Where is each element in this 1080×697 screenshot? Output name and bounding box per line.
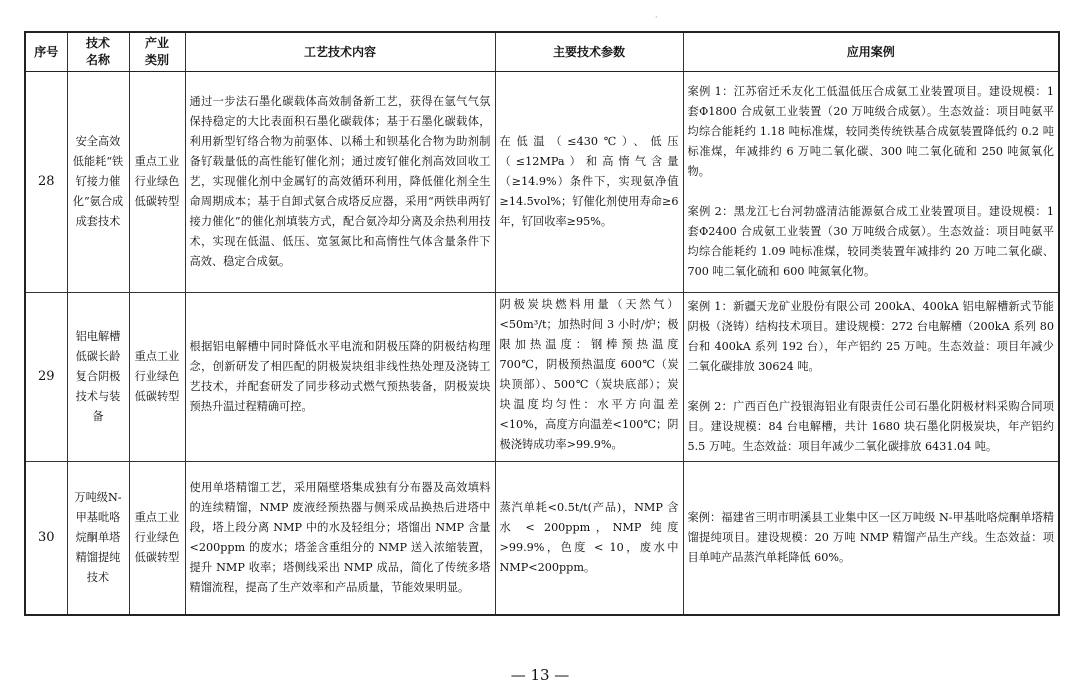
- page-number: — 13 —: [510, 666, 570, 684]
- case-item: 案例 2：广西百色广投银海铝业有限责任公司石墨化阴极材料采购合同项目。建设规模：84 台电解槽，共计 1680 块石墨化阴极炭块，年产铝约 5.5 万吨。生态效益：项目年减少二氧化碳排放 6431.04 吨。: [687, 400, 1054, 453]
- case-item: 案例：福建省三明市明溪县工业集中区一区万吨级 N-甲基吡咯烷酮单塔精馏提纯项目。建设规模：20 万吨 NMP 精馏产品生产线。生态效益：项目单吨产品蒸汽单耗降低 60%。: [687, 511, 1054, 564]
- header-params: 主要技术参数: [495, 32, 683, 72]
- table-header-row: [25, 32, 1059, 72]
- header-cases: 应用案例: [683, 32, 1059, 72]
- table-row: [25, 293, 1059, 462]
- row-process: 根据铝电解槽中同时降低水平电流和阴极压降的阴极结构理念，创新研发了相匹配的阴极炭块组非线性热处理及浇铸工艺技术，并配套研发了同步移动式燃气预热装备，阴极炭块预热升温过程精确可控。: [185, 293, 495, 462]
- row-tech-name: 铝电解槽低碳长龄复合阴极技术与装备: [67, 293, 129, 462]
- header-category: [129, 32, 185, 72]
- row-no: 29: [25, 293, 67, 462]
- case-item: 案例 1：新疆天龙矿业股份有限公司 200kA、400kA 铝电解槽新式节能阴极（浇铸）结构技术项目。建设规模：272 台电解槽（200kA 系列 80 台和 400kA 系列 192 台），年产铝约 25 万吨。生态效益：项目年减少二氧化碳排放 30624 吨。: [687, 300, 1054, 373]
- row-no: 28: [25, 72, 67, 293]
- row-params: 阴极炭块燃料用量（天然气）<50m³/t；加热时间 3 小时/炉；极限加热温度：钢棒预热温度700℃，阴极预热温度 600℃（炭块顶部）、500℃（炭块底部）；炭块温度均匀性：水平方向温差<10%，高度方向温差<100℃；阴极浇铸成功率>99.9%。: [495, 293, 683, 462]
- header-process: 工艺技术内容: [185, 32, 495, 72]
- row-cases: [683, 293, 1059, 462]
- row-category: 重点工业行业绿色低碳转型: [129, 293, 185, 462]
- row-tech-name: 万吨级N-甲基吡咯烷酮单塔精馏提纯技术: [67, 462, 129, 616]
- case-item: 案例 1：江苏宿迁禾友化工低温低压合成氨工业装置项目。建设规模：1 套Φ1800 合成氨工业装置（20 万吨级合成氨）。生态效益：项目吨氨平均综合能耗约 1.18 吨标准煤，较同类传统铁基合成氨装置降低约 0.2 吨标准煤，年减排约 6 万吨二氧化碳、300 吨二氧化硫和 250 吨氮氧化物。: [687, 85, 1054, 178]
- row-process: 通过一步法石墨化碳载体高效制备新工艺，获得在氩气气氛保持稳定的大比表面积石墨化碳载体；基于石墨化碳载体，利用新型钌络合物为前驱体、以稀土和钡基化合物为助剂制备钌载量低的高性能钌催化剂；通过废钌催化剂高效回收工艺，实现催化剂中金属钌的高效循环利用，降低催化剂全生命周期成本；基于自卸式氨合成塔反应器，采用“两铁串两钌接力催化”的催化剂填装方式，配合氨冷却分离及余热利用技术，实现在低温、低压、宽氢氮比和高惰性气体含量条件下高效、稳定合成氨。: [185, 72, 495, 293]
- row-tech-name: 安全高效低能耗“铁钌接力催化”氨合成成套技术: [67, 72, 129, 293]
- row-cases: [683, 72, 1059, 293]
- header-no: 序号: [25, 32, 67, 72]
- case-item: 案例 2：黑龙江七台河勃盛清洁能源氨合成工业装置项目。建设规模：1 套Φ2400 合成氨工业装置（30 万吨级合成氨）。生态效益：项目吨氨平均综合能耗约 1.09 吨标准煤，较同类装置年减排约 20 万吨二氧化碳、700 吨二氧化硫和 600 吨氮氧化物。: [687, 205, 1054, 278]
- row-no: 30: [25, 462, 67, 616]
- technology-table: [24, 31, 1060, 616]
- header-category-text: 产业 类别: [144, 36, 169, 67]
- row-params: 在低温（≤430℃）、低压（≤12MPa）和高惰气含量（≥14.9%）条件下，实现氨净值≥14.5vol%；钌催化剂使用寿命≥6年，钌回收率≥95%。: [495, 72, 683, 293]
- scan-speck: ·: [655, 13, 658, 22]
- row-cases: [683, 462, 1059, 616]
- header-name: [67, 32, 129, 72]
- row-category: 重点工业行业绿色低碳转型: [129, 72, 185, 293]
- table-row: [25, 72, 1059, 293]
- row-params: 蒸汽单耗<0.5t/t(产品)，NMP 含水 < 200ppm，NMP 纯度>99.9%，色度 < 10，废水中 NMP<200ppm。: [495, 462, 683, 616]
- table-row: [25, 462, 1059, 616]
- header-name-text: 技术 名称: [85, 36, 110, 67]
- technology-table-wrapper: [24, 31, 1058, 616]
- row-process: 使用单塔精馏工艺，采用隔壁塔集成独有分布器及高效填料的连续精馏，NMP 废液经预热器与侧采成品换热后进塔中段，塔上段分离 NMP 中的水及轻组分；塔馏出 NMP 含量<200ppm 的废水；塔釜含重组分的 NMP 送入浓缩装置，提升 NMP 收率；塔侧线采出 NMP 成品，简化了传统多塔精馏流程，提高了生产效率和产品质量，节能效果明显。: [185, 462, 495, 616]
- row-category: 重点工业行业绿色低碳转型: [129, 462, 185, 616]
